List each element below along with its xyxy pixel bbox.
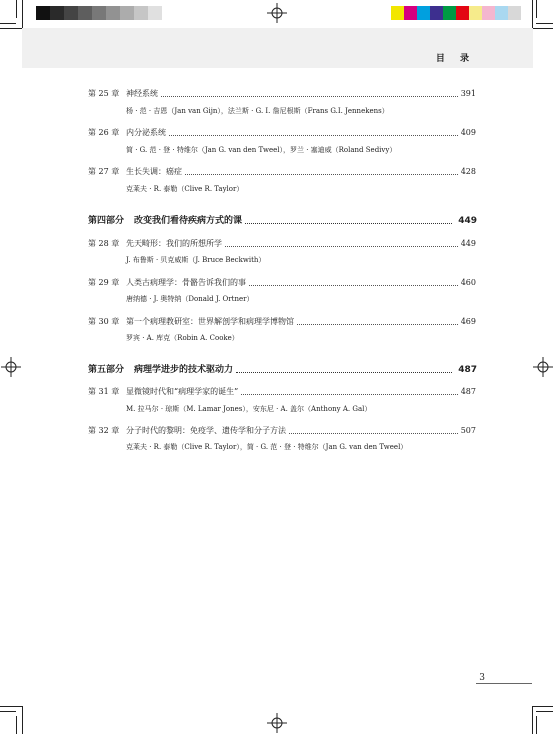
page-number: 507 <box>460 426 476 435</box>
chapter-number: 第 25 章 <box>88 89 120 98</box>
page-number-footer: 3 <box>479 673 485 683</box>
footer-rule <box>476 683 532 684</box>
gray-swatch <box>50 6 64 20</box>
registration-mark-left <box>1 357 21 377</box>
chapter-authors: 杨 · 范 · 吉恩（Jan van Gijn），法兰斯 · G. I. 詹尼根斯（Frans G.I. Jennekens） <box>126 107 389 115</box>
toc-part-4 <box>88 215 477 227</box>
page-number: 391 <box>460 89 476 98</box>
chapter-authors: J. 布鲁斯 · 贝克威斯（J. Bruce Beckwith） <box>126 256 266 264</box>
chapter-title: 显微镜时代和“病理学家的诞生” <box>126 387 239 396</box>
toc-entry-chapter-26 <box>88 128 476 138</box>
color-swatch <box>508 6 521 20</box>
gray-swatch <box>148 6 162 20</box>
dot-leader <box>289 433 458 434</box>
color-swatch <box>443 6 456 20</box>
chapter-title: 分子时代的黎明：免疫学、遗传学和分子方法 <box>126 426 286 435</box>
chapter-title: 生长失调：癌症 <box>126 167 182 176</box>
color-swatch <box>495 6 508 20</box>
dot-leader <box>245 223 452 224</box>
toc-entry-chapter-27 <box>88 167 476 177</box>
toc-entry-chapter-32 <box>88 426 476 436</box>
registration-mark-top <box>267 3 287 23</box>
chapter-title: 内分泌系统 <box>126 128 166 137</box>
color-swatch <box>482 6 495 20</box>
gray-swatch <box>106 6 120 20</box>
toc-entry-chapter-29 <box>88 278 476 288</box>
gray-swatch <box>134 6 148 20</box>
page-number: 409 <box>460 128 476 137</box>
chapter-title: 第一个病理教研室：世界解剖学和病理学博物馆 <box>126 317 294 326</box>
gray-swatch <box>36 6 50 20</box>
gray-swatch <box>120 6 134 20</box>
chapter-number: 第 30 章 <box>88 317 120 326</box>
color-swatch <box>430 6 443 20</box>
toc-part-5 <box>88 364 477 376</box>
page-number: 487 <box>460 387 476 396</box>
chapter-title: 先天畸形：我们的所想所学 <box>126 239 222 248</box>
page-number: 428 <box>460 167 476 176</box>
gray-swatch <box>92 6 106 20</box>
chapter-number: 第 27 章 <box>88 167 120 176</box>
toc-entry-chapter-28 <box>88 239 476 249</box>
gray-swatch <box>64 6 78 20</box>
page-number: 469 <box>460 317 476 326</box>
chapter-authors: 简 · G. 范 · 登 · 特维尔（Jan G. van den Tweel），罗兰 · 塞迪威（Roland Sedivy） <box>126 146 397 154</box>
gray-swatch <box>78 6 92 20</box>
toc-entry-chapter-25 <box>88 89 476 99</box>
chapter-authors: 克莱夫 · R. 泰勒（Clive R. Taylor） <box>126 185 244 193</box>
chapter-number: 第 31 章 <box>88 387 120 396</box>
dot-leader <box>297 324 458 325</box>
registration-mark-bottom <box>267 713 287 733</box>
color-swatch <box>404 6 417 20</box>
dot-leader <box>161 96 458 97</box>
color-swatch <box>417 6 430 20</box>
color-swatch <box>456 6 469 20</box>
dot-leader <box>249 285 458 286</box>
registration-mark-right <box>533 357 553 377</box>
chapter-number: 第 32 章 <box>88 426 120 435</box>
chapter-authors: 罗宾 · A. 库克（Robin A. Cooke） <box>126 334 239 342</box>
toc-entry-chapter-30 <box>88 317 476 327</box>
part-label: 第五部分 <box>88 365 125 375</box>
dot-leader <box>236 372 452 373</box>
chapter-number: 第 28 章 <box>88 239 120 248</box>
chapter-title: 人类古病理学：骨骼告诉我们的事 <box>126 278 246 287</box>
color-swatch <box>469 6 482 20</box>
dot-leader <box>169 135 458 136</box>
part-title: 病理学进步的技术驱动力 <box>134 365 234 375</box>
chapter-title: 神经系统 <box>126 89 158 98</box>
page-number: 460 <box>460 278 476 287</box>
dot-leader <box>241 394 458 395</box>
dot-leader <box>225 246 458 247</box>
chapter-authors: 唐纳德 · J. 奥特纳（Donald J. Ortner） <box>126 295 254 303</box>
part-label: 第四部分 <box>88 216 125 226</box>
part-page-number: 449 <box>458 216 477 226</box>
chapter-authors: M. 拉马尔 · 琼斯（M. Lamar Jones），安东尼 · A. 盖尔（Anthony A. Gal） <box>126 405 372 413</box>
page-header-title: 目 录 <box>435 54 475 64</box>
chapter-authors: 克莱夫 · R. 泰勒（Clive R. Taylor），简 · G. 范 · 登 · 特维尔（Jan G. van den Tweel） <box>126 443 408 451</box>
part-page-number: 487 <box>458 365 477 375</box>
dot-leader <box>185 174 458 175</box>
page-number: 449 <box>460 239 476 248</box>
chapter-number: 第 26 章 <box>88 128 120 137</box>
color-swatch <box>391 6 404 20</box>
chapter-number: 第 29 章 <box>88 278 120 287</box>
toc-entry-chapter-31 <box>88 387 476 397</box>
part-title: 改变我们看待疾病方式的课 <box>134 216 243 226</box>
